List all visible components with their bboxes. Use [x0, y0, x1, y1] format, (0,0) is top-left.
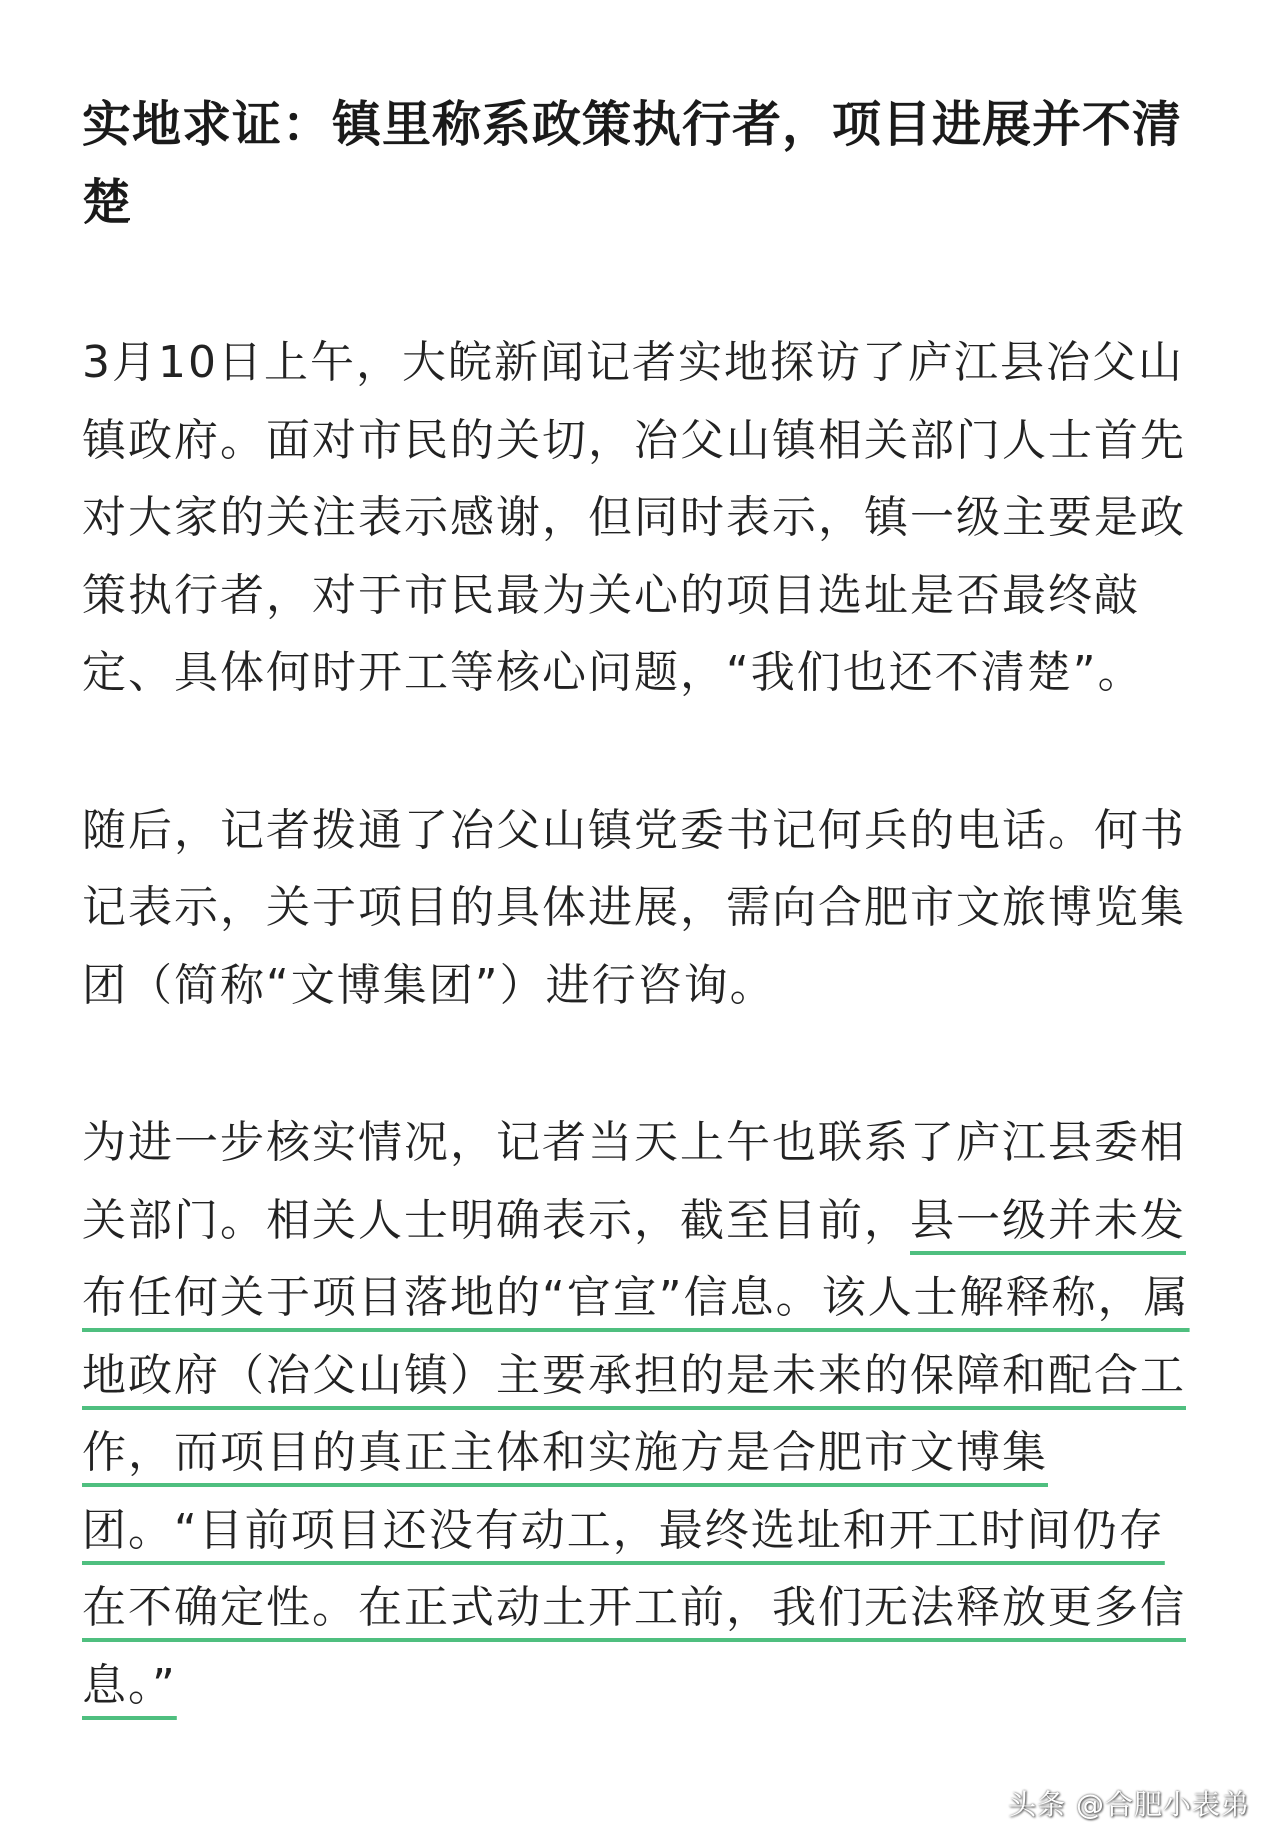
article-paragraph-3	[82, 1104, 1198, 1724]
article-headline: 实地求证：镇里称系政策执行者，项目进展并不清楚	[82, 96, 1183, 231]
watermark: 头条 @合肥小表弟	[1008, 1788, 1250, 1821]
article	[82, 86, 1198, 1724]
article-paragraph-2: 随后，记者拨通了冶父山镇党委书记何兵的电话。何书记表示，关于项目的具体进展，需向合肥市文旅博览集团（简称“文博集团”）进行咨询。	[82, 804, 1186, 1011]
article-paragraph-1: 3月10日上午，大皖新闻记者实地探访了庐江县冶父山镇政府。面对市民的关切，冶父山镇相关部门人士首先对大家的关注表示感谢，但同时表示，镇一级主要是政策执行者，对于市民最为关心的项目选址是否最终敲定、具体何时开工等核心问题，“我们也还不清楚”。	[82, 337, 1186, 698]
highlighted-quote: 县一级并未发布任何关于项目落地的“官宣”信息。该人士解释称，属地政府（冶父山镇）主要承担的是未来的保障和配合工作，而项目的真正主体和实施方是合肥市文博集团。“目前项目还没有动工，最终选址和开工时间仍存在不确定性。在正式动土开工前，我们无法释放更多信息。”	[82, 1194, 1190, 1711]
paragraph-3-plain-text: 为进一步核实情况，记者当天上午也联系了庐江县委相关部门。相关人士明确表示，截至目前，	[82, 1117, 1186, 1246]
